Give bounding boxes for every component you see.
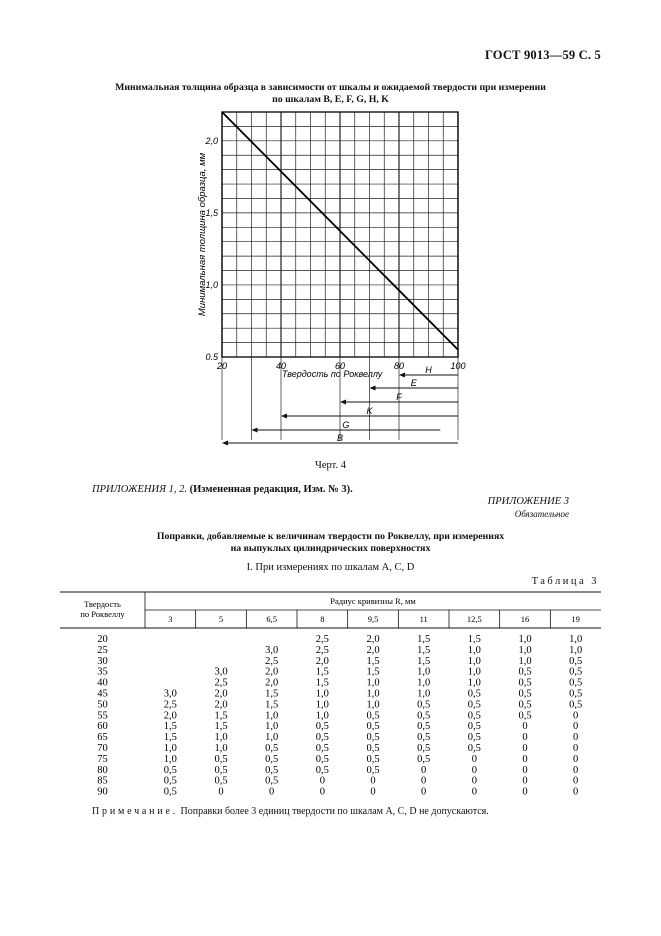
table-cell: 1,5: [467, 634, 481, 645]
table-cell: 2,0: [265, 677, 279, 689]
table-cell: 2,0: [366, 644, 380, 656]
table-cell: 0: [522, 743, 528, 754]
table-cell: 0,5: [163, 786, 177, 798]
table-cell: 0: [421, 764, 427, 776]
table-cell-hardness: 70: [97, 743, 108, 754]
table-header-radius-value: 16: [520, 614, 530, 624]
table-cell: 0,5: [569, 699, 583, 711]
range-label: E: [410, 378, 417, 388]
table-header-radius-value: 11: [419, 614, 428, 624]
range-arrow-head: [370, 386, 376, 391]
table-cell: 0: [471, 764, 477, 776]
table-cell: 0: [522, 775, 528, 787]
table-cell: 0,5: [467, 699, 481, 711]
range-arrow-head: [340, 400, 346, 405]
table-cell: 0,5: [569, 666, 583, 678]
appendix-1-2-note: [92, 484, 353, 495]
table-cell: 1,5: [366, 666, 380, 678]
table-cell: 0,5: [315, 721, 329, 733]
table-cell: 0,5: [518, 666, 532, 678]
table-cell-hardness: 30: [97, 655, 108, 667]
table-cell-hardness: 45: [97, 688, 108, 700]
table-cell-hardness: 35: [97, 666, 108, 678]
table-cell: 0,5: [265, 743, 279, 754]
table-cell: 2,0: [163, 710, 177, 722]
table-cell-hardness: 85: [97, 775, 108, 787]
x-tick-label: 60: [334, 361, 346, 371]
table-cell: 0,5: [518, 710, 532, 722]
table-cell: 1,5: [265, 699, 279, 711]
table-cell: 0: [218, 786, 224, 798]
table-cell: 1,0: [315, 710, 329, 722]
table-header-radius-value: 6,5: [266, 614, 277, 624]
x-tick-label: 40: [275, 361, 287, 371]
range-arrow-head: [281, 414, 287, 419]
table-cell: 1,0: [518, 655, 532, 667]
table-cell: 1,5: [315, 666, 329, 678]
range-label: H: [425, 365, 432, 375]
appendix-1-2-text: (Измененная редакция, Изм. № 3).: [189, 484, 353, 495]
table-cell: 0: [573, 721, 579, 733]
table-cell: 1,0: [265, 710, 279, 722]
range-label: B: [336, 433, 344, 443]
y-tick-label: 2,0: [205, 135, 218, 146]
range-arrow-head: [222, 441, 228, 446]
appendix-1-2-label: ПРИЛОЖЕНИЯ 1, 2.: [92, 484, 187, 495]
table-header-radius-value: 9,5: [367, 614, 379, 624]
table-cell: 0,5: [518, 688, 532, 700]
table-number: Таблица 3: [531, 576, 599, 587]
table-cell: 0,5: [315, 753, 329, 765]
table-cell: 2,0: [214, 699, 228, 711]
table-cell: 1,5: [417, 634, 431, 645]
y-tick-label: 0.5: [205, 352, 218, 362]
table-header-radius-value: 12,5: [466, 614, 482, 624]
table-cell: 0: [573, 775, 579, 787]
table-cell: 0: [522, 764, 528, 776]
table-cell: 0,5: [518, 677, 532, 689]
table-cell: 0,5: [163, 775, 177, 787]
table-cell: 0,5: [569, 688, 583, 700]
note-label: Примечание.: [92, 806, 179, 817]
table-cell: 0,5: [265, 764, 279, 776]
table-cell-hardness: 80: [97, 764, 108, 776]
table-cell: 0: [471, 753, 477, 765]
table-cell: 1,0: [366, 677, 380, 689]
table-cell: 0: [269, 786, 275, 798]
table-cell: 0,5: [366, 710, 380, 722]
table-cell: 0: [573, 732, 579, 744]
table-cell: 0: [370, 775, 376, 787]
table-header-radius-value: 8: [320, 614, 325, 624]
table-cell: 2,5: [265, 655, 279, 667]
table-cell: 0: [319, 786, 325, 798]
range-label: G: [342, 420, 350, 430]
table-cell: 0,5: [315, 764, 329, 776]
table-cell: 0,5: [214, 775, 228, 787]
table-cell: 0,5: [366, 753, 380, 765]
table-cell-hardness: 65: [97, 732, 108, 744]
table-cell: 0,5: [417, 710, 431, 722]
range-label: K: [366, 406, 373, 416]
table-cell: 0: [573, 786, 579, 798]
table-cell: 0,5: [366, 743, 380, 754]
table-cell: 1,5: [417, 644, 431, 656]
range-label: F: [396, 392, 402, 402]
table-cell: 3,0: [214, 666, 228, 678]
table-cell: 3,0: [163, 688, 177, 700]
note-text: Поправки более 3 единиц твердости по шкалам А, С, D не допускаются.: [180, 806, 489, 817]
table-cell: 0,5: [366, 732, 380, 744]
table-cell: 1,0: [265, 721, 279, 733]
table-cell: 2,5: [315, 644, 329, 656]
table-cell: 1,5: [366, 655, 380, 667]
table-cell: 0: [471, 775, 477, 787]
table-cell: 2,0: [315, 655, 329, 667]
table-title-line1: Поправки, добавляемые к величинам твердости по Роквеллу, при измерениях: [156, 531, 505, 542]
table-cell: 0: [573, 710, 579, 722]
range-arrow-head: [399, 373, 405, 378]
table-cell: 2,0: [366, 634, 380, 645]
figure-title-line1: Минимальная толщина образца в зависимости от шкалы и ожидаемой твердости при измерении: [115, 82, 546, 93]
table-cell: 0,5: [417, 753, 431, 765]
table-cell-hardness: 55: [97, 710, 108, 722]
table-cell: 0,5: [265, 753, 279, 765]
table-cell: 1,5: [214, 710, 228, 722]
corrections-table: [60, 590, 601, 800]
table-cell: 0,5: [214, 764, 228, 776]
x-tick-label: 80: [393, 361, 405, 371]
table-cell: 1,0: [518, 634, 532, 645]
y-tick-label: 1,5: [205, 207, 218, 218]
table-cell: 0,5: [518, 699, 532, 711]
table-cell: 2,5: [315, 634, 329, 645]
table-cell: 0,5: [366, 721, 380, 733]
table-cell-hardness: 75: [97, 753, 108, 765]
table-cell: 1,0: [214, 743, 228, 754]
table-cell: 1,0: [467, 666, 481, 678]
page-header: ГОСТ 9013—59 С. 5: [484, 48, 601, 62]
table-cell: 1,0: [265, 732, 279, 744]
table-header-radius-value: 19: [571, 614, 580, 624]
table-subtitle: I. При измерениях по шкалам А, С, D: [246, 562, 415, 573]
table-cell: 1,5: [417, 655, 431, 667]
table-cell: 1,0: [569, 644, 583, 656]
table-header-radius-value: 3: [168, 614, 173, 624]
x-axis-label: Твердость по Роквеллу: [282, 369, 383, 379]
table-cell: 0,5: [569, 655, 583, 667]
table-cell: 1,0: [366, 699, 380, 711]
table-title-line2: на выпуклых цилиндрических поверхностях: [230, 543, 431, 554]
table-cell: 3,0: [265, 644, 279, 656]
table-cell: 0,5: [417, 721, 431, 733]
table-cell: 1,0: [467, 677, 481, 689]
table-header-hardness: Твердость: [84, 599, 121, 609]
table-header-radius: Радиус кривизны R, мм: [330, 596, 416, 606]
y-axis-label: Минимальная толщина образца, мм: [197, 152, 208, 317]
table-cell: 1,0: [214, 732, 228, 744]
table-cell: 1,5: [315, 677, 329, 689]
table-cell: 1,5: [163, 721, 177, 733]
table-cell: 1,0: [417, 688, 431, 700]
table-cell: 0: [370, 786, 376, 798]
table-cell: 0: [522, 786, 528, 798]
table-cell: 1,0: [417, 677, 431, 689]
table-cell: 1,0: [467, 644, 481, 656]
table-cell: 0,5: [569, 677, 583, 689]
table-cell-hardness: 50: [97, 699, 108, 711]
table-cell: 1,0: [163, 753, 177, 765]
x-tick-label: 20: [216, 361, 228, 371]
table-cell: 0,5: [315, 732, 329, 744]
table-cell: 0,5: [417, 732, 431, 744]
table-cell: 0,5: [467, 743, 481, 754]
y-tick-label: 1,0: [205, 279, 218, 290]
table-cell: 0: [421, 786, 427, 798]
table-cell: 0: [421, 775, 427, 787]
table-cell: 0: [573, 743, 579, 754]
table-cell: 0: [522, 721, 528, 733]
table-cell: 0,5: [417, 743, 431, 754]
table-cell-hardness: 90: [97, 786, 108, 798]
table-cell: 1,0: [315, 688, 329, 700]
table-cell: 0: [319, 775, 325, 787]
table-cell: 1,5: [163, 732, 177, 744]
table-cell: 0,5: [467, 732, 481, 744]
table-cell: 2,0: [265, 666, 279, 678]
table-cell: 0,5: [467, 721, 481, 733]
table-cell: 0,5: [214, 753, 228, 765]
table-cell-hardness: 20: [97, 634, 108, 645]
appendix-3-status: Обязательное: [514, 509, 569, 519]
table-cell-hardness: 25: [97, 644, 108, 656]
table-cell: 1,5: [214, 721, 228, 733]
table-header-hardness: по Роквеллу: [80, 609, 125, 619]
table-cell: 0: [471, 786, 477, 798]
figure-title-line2: по шкалам B, E, F, G, H, K: [272, 94, 389, 105]
table-cell: 1,0: [315, 699, 329, 711]
appendix-3-block: [488, 496, 569, 520]
table-cell: 0,5: [265, 775, 279, 787]
table-cell-hardness: 40: [97, 677, 108, 689]
table-cell: 0: [573, 753, 579, 765]
table-cell: 1,0: [366, 688, 380, 700]
table-cell: 2,5: [214, 677, 228, 689]
table-cell: 1,0: [467, 655, 481, 667]
table-header-radius-value: 5: [218, 614, 224, 624]
table-cell: 2,5: [163, 699, 177, 711]
table-cell: 0: [522, 753, 528, 765]
table-cell: 1,0: [518, 644, 532, 656]
table-cell: 0: [573, 764, 579, 776]
range-arrow-head: [252, 428, 258, 433]
table-cell-hardness: 60: [97, 721, 108, 733]
table-cell: 0,5: [366, 764, 380, 776]
appendix-3-label: ПРИЛОЖЕНИЕ 3: [487, 496, 569, 507]
table-cell: 1,0: [163, 743, 177, 754]
table-cell: 1,0: [417, 666, 431, 678]
table-cell: 1,0: [569, 634, 583, 645]
table-note: [92, 806, 489, 817]
figure-caption: Черт. 4: [315, 460, 346, 471]
table-section-title: [60, 531, 601, 555]
table-cell: 0,5: [315, 743, 329, 754]
table-cell: 1,5: [265, 688, 279, 700]
thickness-chart: [0, 0, 661, 460]
table-cell: 0,5: [417, 699, 431, 711]
x-tick-label: 100: [450, 361, 466, 371]
table-cell: 0,5: [467, 688, 481, 700]
table-cell: 0,5: [163, 764, 177, 776]
table-cell: 0: [522, 732, 528, 744]
table-cell: 2,0: [214, 688, 228, 700]
table-cell: 0,5: [467, 710, 481, 722]
